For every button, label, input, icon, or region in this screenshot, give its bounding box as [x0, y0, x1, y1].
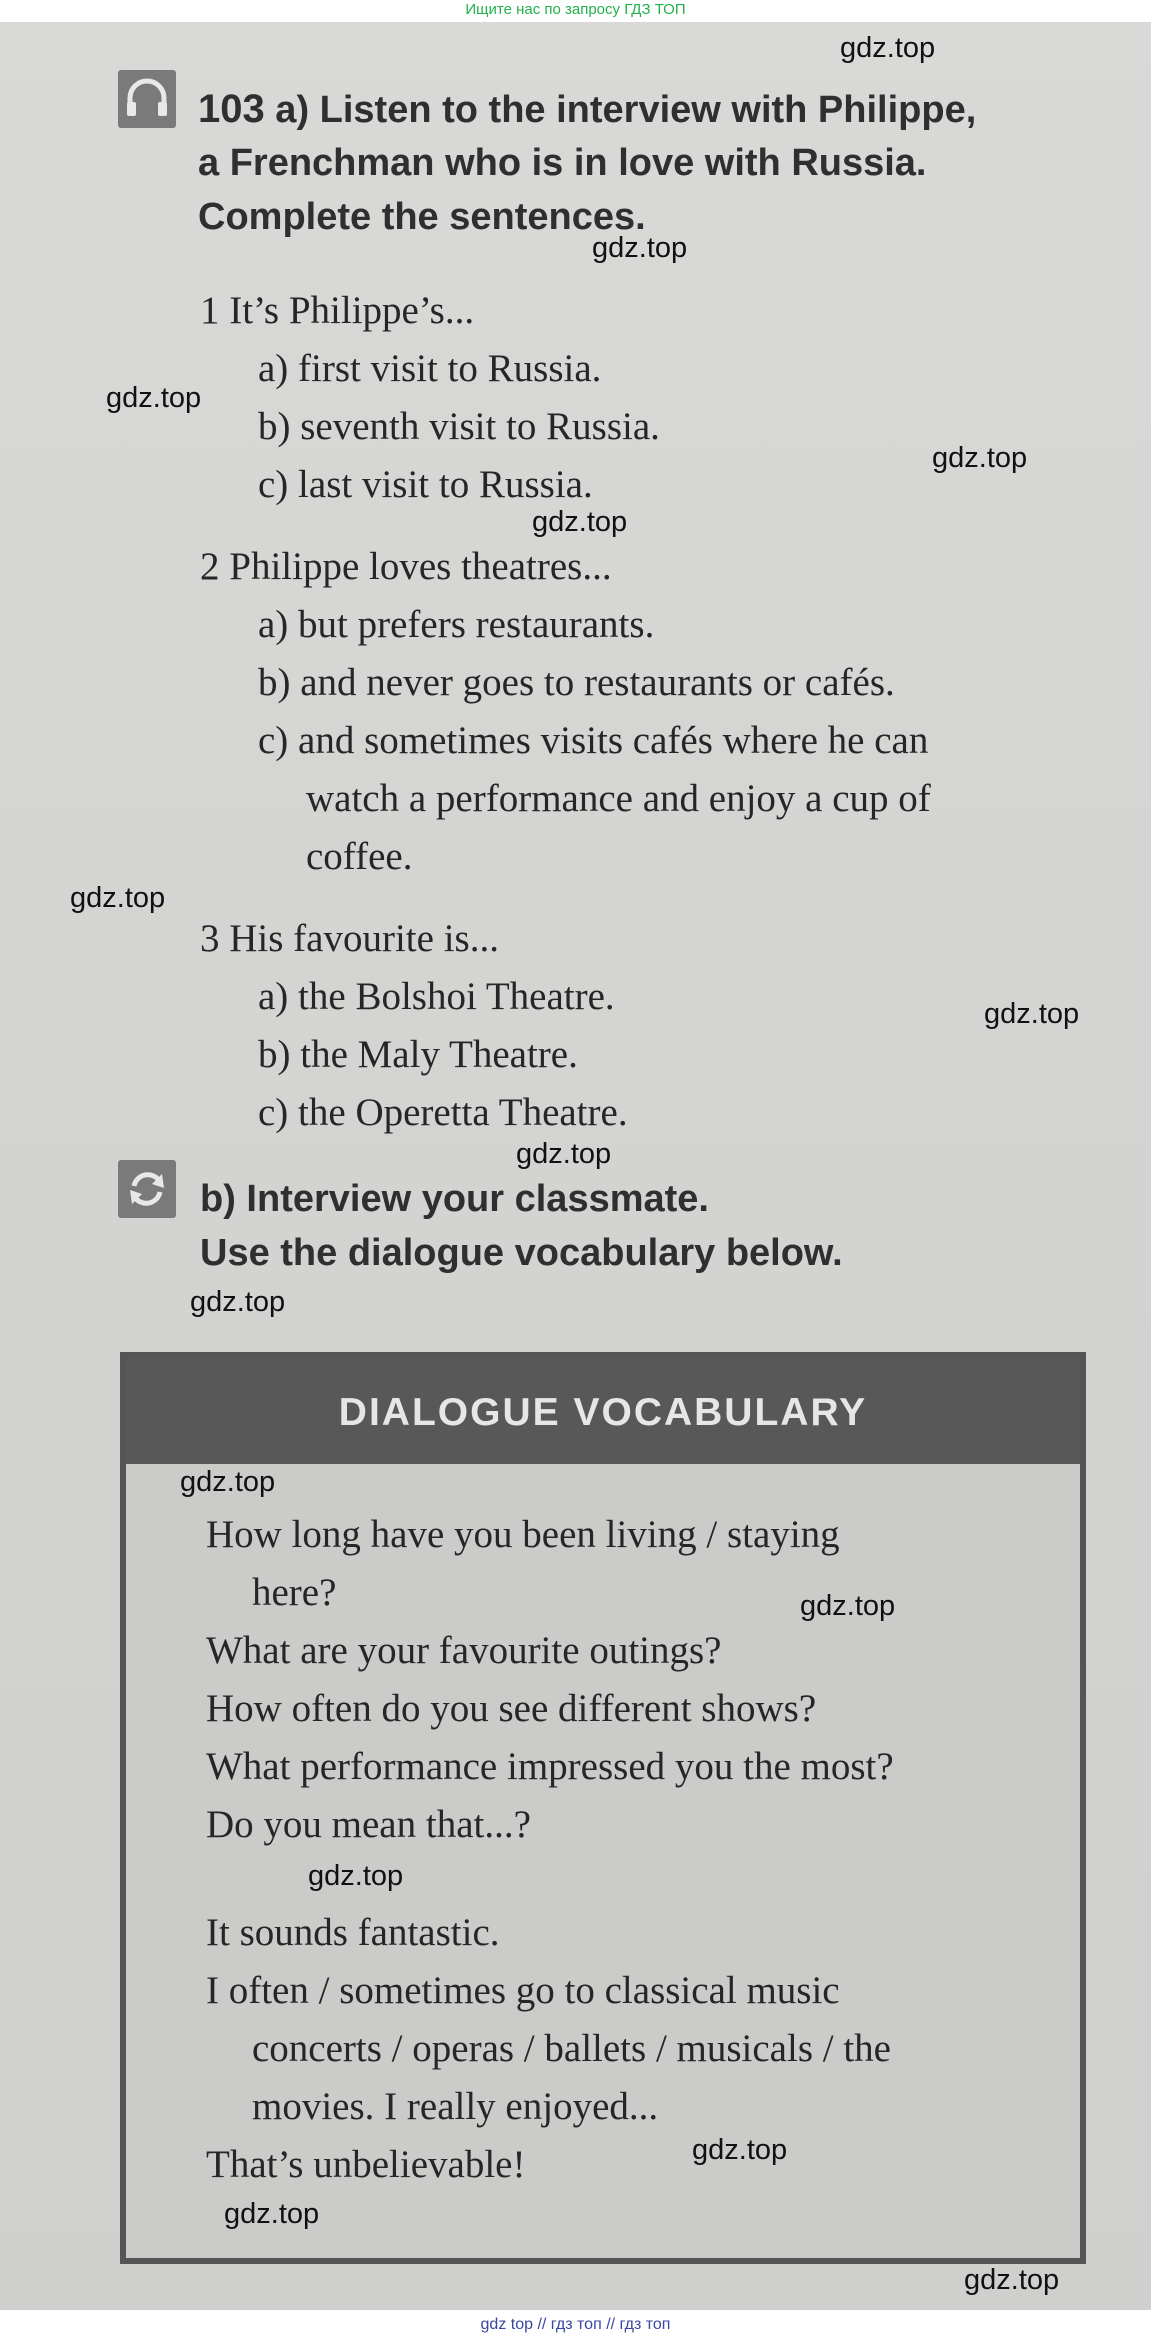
vocab-line: That’s unbelievable! [206, 2143, 526, 2186]
vocab-line: What are your favourite outings? [206, 1629, 722, 1672]
question-3-option-a: a) the Bolshoi Theatre. [258, 975, 615, 1018]
exercise-b-line1: b) Interview your classmate. [200, 1178, 709, 1220]
watermark: gdz.top [190, 1286, 286, 1318]
question-3-option-b: b) the Maly Theatre. [258, 1033, 578, 1076]
vocabulary-header: DIALOGUE VOCABULARY [126, 1358, 1080, 1464]
watermark: gdz.top [308, 1860, 404, 1892]
question-3-option-c: c) the Operetta Theatre. [258, 1091, 628, 1134]
vocab-line: movies. I really enjoyed... [252, 2085, 659, 2128]
question-2-option-c-cont: watch a performance and enjoy a cup of [306, 777, 931, 820]
question-2-option-b: b) and never goes to restaurants or cafés. [258, 661, 895, 704]
question-2-option-a: a) but prefers restaurants. [258, 603, 655, 646]
exercise-a-title-line2: a Frenchman who is in love with Russia. [198, 142, 927, 184]
vocab-line: How often do you see different shows? [206, 1687, 817, 1730]
exercise-a-title-line3: Complete the sentences. [198, 196, 646, 238]
question-2-stem: 2 Philippe loves theatres... [200, 545, 612, 588]
question-1-option-b: b) seventh visit to Russia. [258, 405, 660, 448]
vocab-line: How long have you been living / staying [206, 1513, 840, 1556]
watermark: gdz.top [516, 1138, 612, 1170]
top-banner[interactable]: Ищите нас по запросу ГДЗ ТОП [0, 0, 1151, 22]
watermark: gdz.top [840, 32, 936, 64]
watermark: gdz.top [224, 2198, 320, 2230]
question-2-option-c-cont2: coffee. [306, 835, 413, 878]
vocab-line: Do you mean that...? [206, 1803, 531, 1846]
watermark: gdz.top [800, 1590, 896, 1622]
exercise-number: 103 [198, 87, 265, 131]
question-1-option-c: c) last visit to Russia. [258, 463, 593, 506]
watermark: gdz.top [964, 2264, 1060, 2296]
footer-links[interactable]: gdz top // гдз топ // гдз топ [0, 2310, 1151, 2340]
vocab-line: It sounds fantastic. [206, 1911, 500, 1954]
watermark: gdz.top [106, 382, 202, 414]
watermark: gdz.top [180, 1466, 276, 1498]
vocab-line: I often / sometimes go to classical music [206, 1969, 840, 2012]
question-1-stem: 1 It’s Philippe’s... [200, 289, 475, 332]
question-2-option-c: c) and sometimes visits cafés where he can [258, 719, 929, 762]
vocab-line: concerts / operas / ballets / musicals / the [252, 2027, 891, 2070]
exercise-a-title-line1 [198, 82, 976, 137]
watermark: gdz.top [932, 442, 1028, 474]
watermark: gdz.top [592, 232, 688, 264]
watermark: gdz.top [984, 998, 1080, 1030]
question-1-option-a: a) first visit to Russia. [258, 347, 602, 390]
vocab-line: here? [252, 1571, 337, 1614]
question-3-stem: 3 His favourite is... [200, 917, 499, 960]
exercise-a-title-text: a) Listen to the interview with Philippe, [264, 89, 977, 131]
exercise-b-line2: Use the dialogue vocabulary below. [200, 1232, 843, 1274]
headphones-icon [118, 70, 176, 128]
vocab-line: What performance impressed you the most? [206, 1745, 894, 1788]
watermark: gdz.top [692, 2134, 788, 2166]
watermark: gdz.top [532, 506, 628, 538]
pair-work-icon [118, 1160, 176, 1218]
watermark: gdz.top [70, 882, 166, 914]
